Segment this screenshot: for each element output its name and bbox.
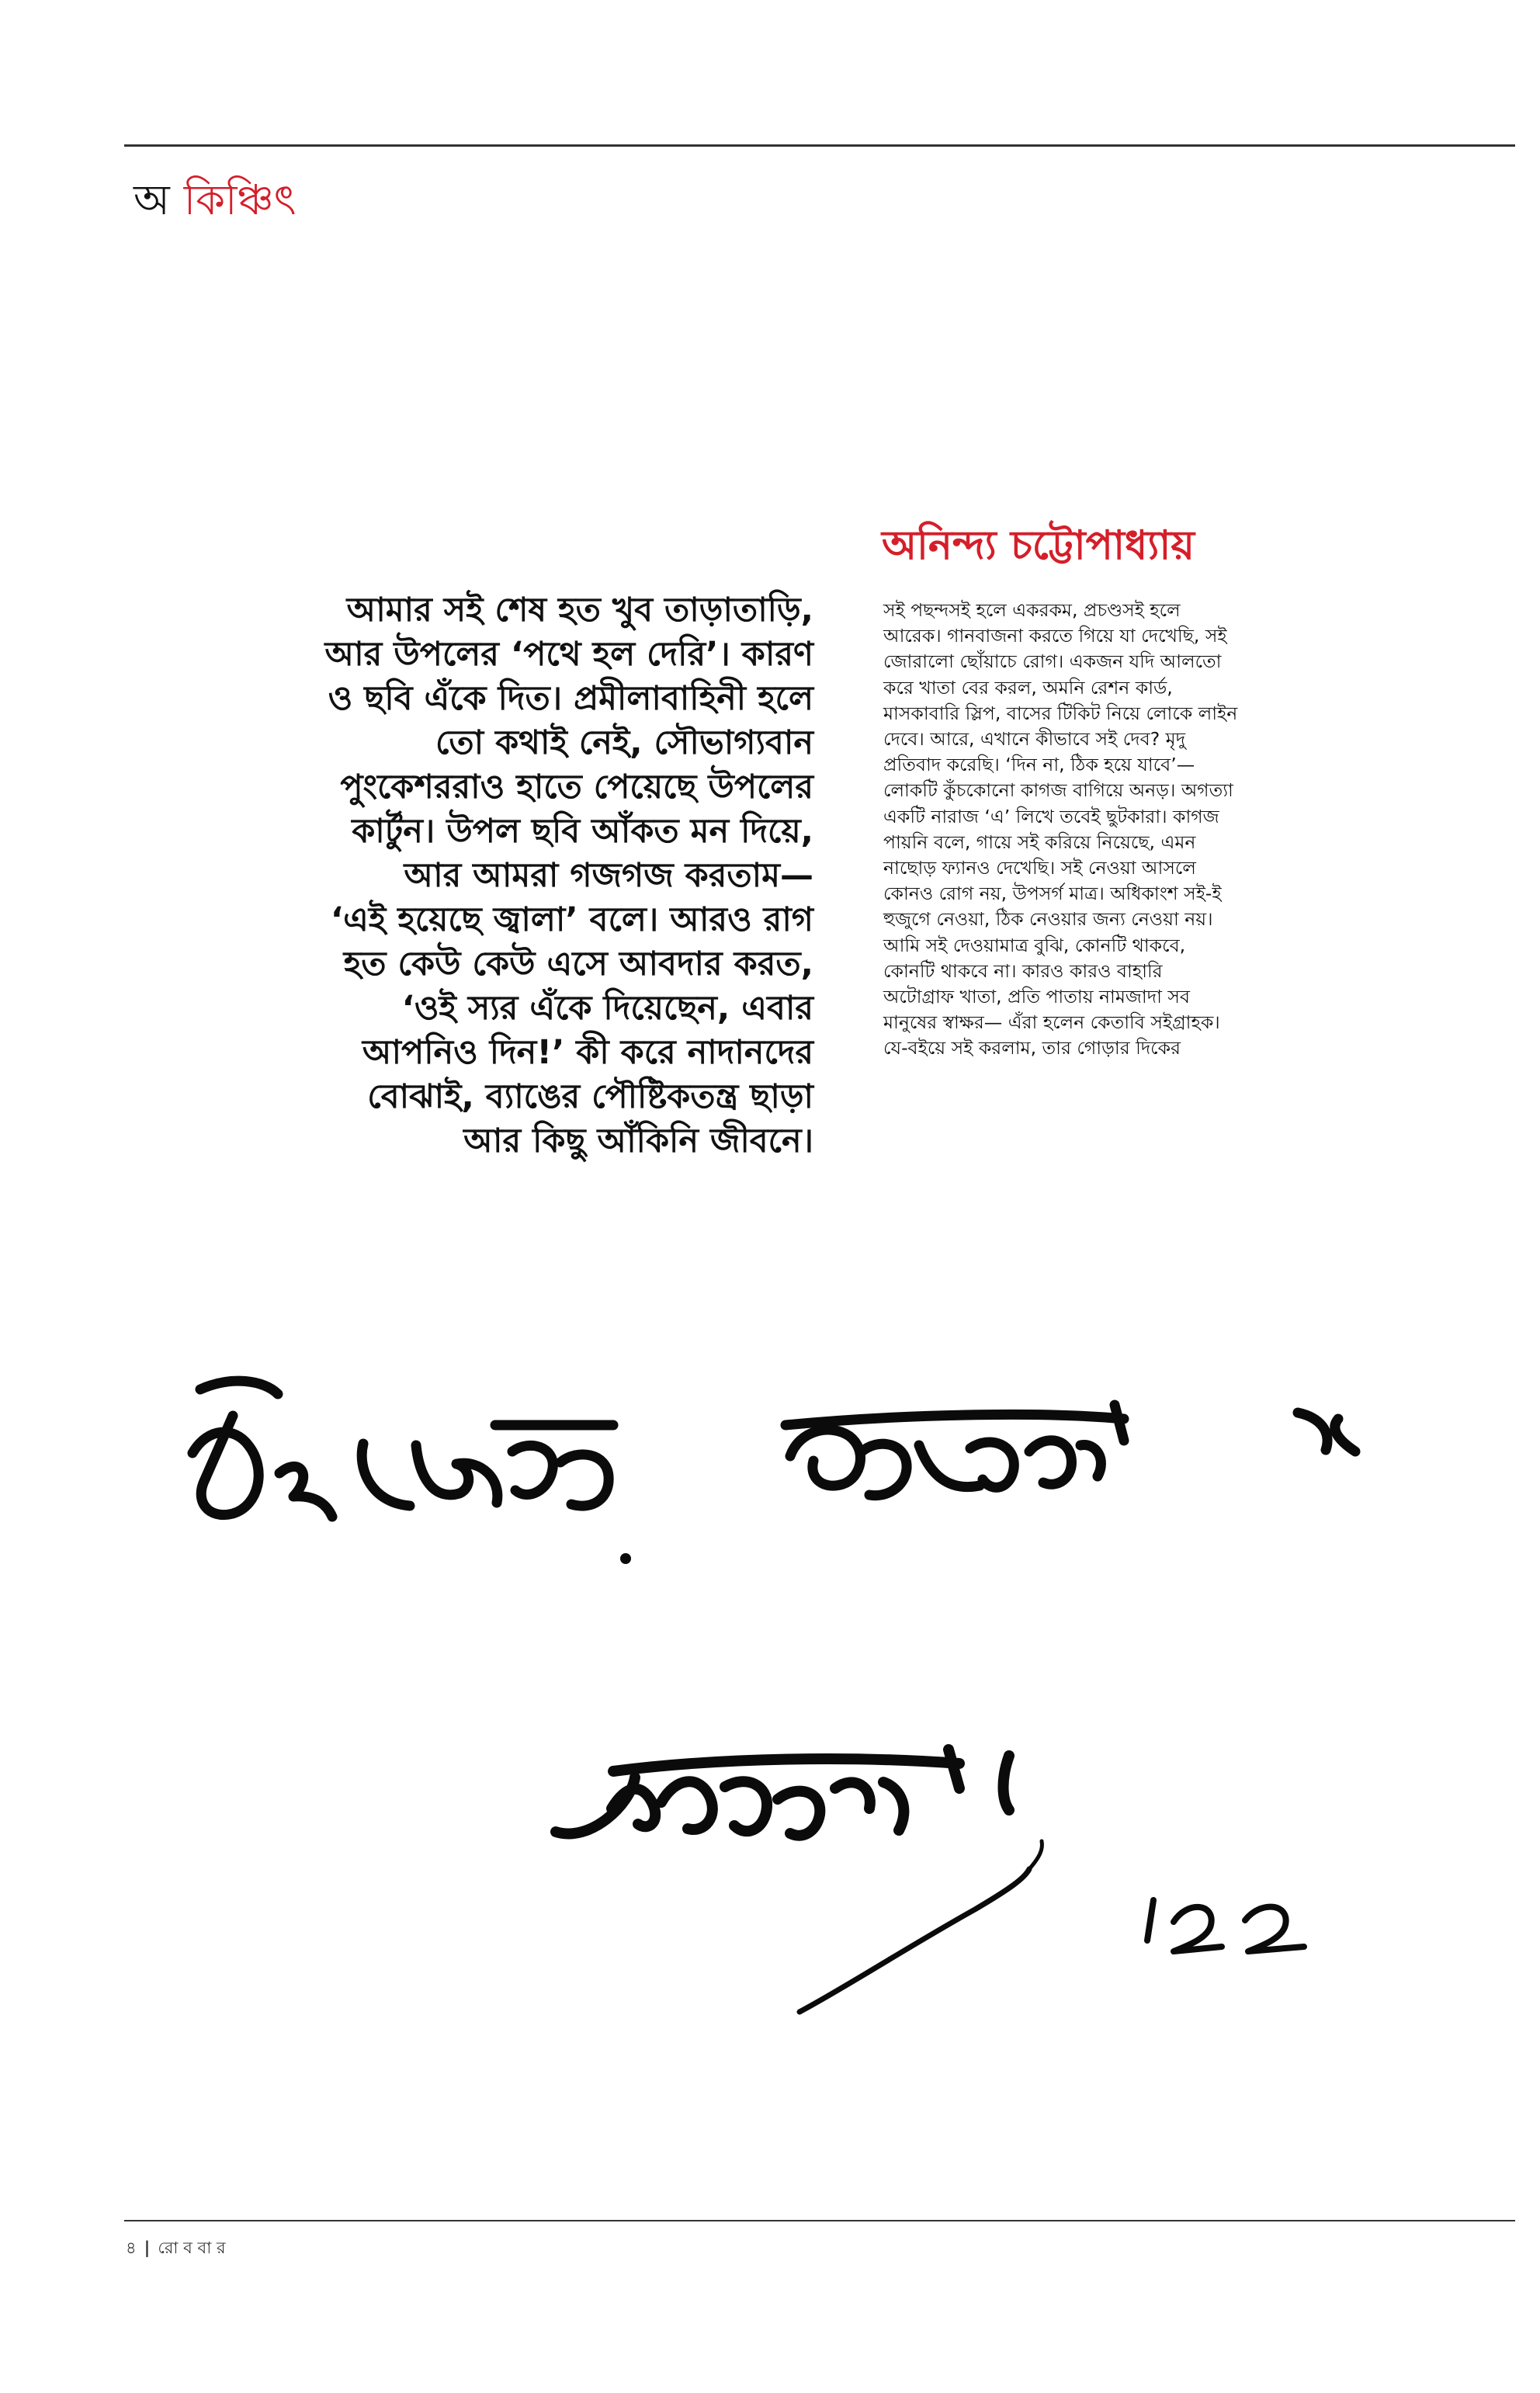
footer — [126, 2235, 226, 2263]
body-line: পায়নি বলে, গায়ে সই করিয়ে নিয়েছে, এমন — [883, 831, 1196, 853]
pull-quote-line: আমার সই শেষ হত খুব তাড়াতাড়ি, — [346, 591, 813, 629]
handwritten-signature — [0, 1335, 1540, 2111]
magazine-name: রো ব বা র — [158, 2239, 226, 2257]
pull-quote-line: তো কথাই নেই, সৌভাগ্যবান — [435, 723, 813, 762]
body-line: একটি নারাজ ‘এ’ লিখে তবেই ছুটকারা। কাগজ — [883, 805, 1219, 827]
pull-quote-line: হত কেউ কেউ এসে আবদার করত, — [343, 945, 813, 983]
section-title — [134, 169, 297, 231]
footer-rule — [124, 2220, 1515, 2221]
pull-quote-line: আপনিও দিন!’ কী করে নাদানদের — [362, 1033, 813, 1072]
body-line: সই পছন্দসই হলে একরকম, প্রচণ্ডসই হলে — [883, 599, 1181, 621]
author-name: অনিন্দ্য চট্টোপাধ্যায় — [882, 522, 1195, 569]
body-line: প্রতিবাদ করেছি। ‘দিন না, ঠিক হয়ে যাবে’— — [883, 754, 1195, 776]
pull-quote-line: ‘ওই স্যর এঁকে দিয়েছেন, এবার — [401, 989, 813, 1028]
body-line: মাসকাবারি স্লিপ, বাসের টিকিট নিয়ে লোকে লাইন — [883, 702, 1238, 724]
pull-quote-line: ও ছবি এঁকে দিত। প্রমীলাবাহিনী হলে — [328, 679, 813, 718]
pull-quote-line: আর কিছু আঁকিনি জীবনে। — [463, 1122, 813, 1160]
body-line: অটোগ্রাফ খাতা, প্রতি পাতায় নামজাদা সব — [883, 986, 1190, 1008]
footer-separator: | — [144, 2239, 151, 2257]
body-line: কোনটি থাকবে না। কারও কারও বাহারি — [883, 959, 1163, 982]
body-line: মানুষের স্বাক্ষর— এঁরা হলেন কেতাবি সইগ্রাহক। — [883, 1011, 1220, 1034]
pull-quote-line: ‘এই হয়েছে জ্বালা’ বলে। আরও রাগ — [330, 900, 813, 939]
pull-quote-line: বোঝাই, ব্যাঙের পৌষ্টিকতন্ত্র ছাড়া — [367, 1077, 813, 1116]
body-line: হুজুগে নেওয়া, ঠিক নেওয়ার জন্য নেওয়া নয়। — [883, 908, 1213, 931]
article-body — [883, 598, 1419, 1062]
page-number: ৪ — [126, 2239, 137, 2257]
pull-quote-line: আর আমরা গজগজ করতাম— — [404, 856, 813, 895]
pull-quote — [233, 588, 813, 1164]
body-line: আরেক। গানবাজনা করতে গিয়ে যা দেখেছি, সই — [883, 625, 1227, 647]
body-line: কোনও রোগ নয়, উপসর্গ মাত্র। অধিকাংশ সই-ই — [883, 883, 1222, 905]
body-line: যে-বইয়ে সই করলাম, তার গোড়ার দিকের — [883, 1037, 1181, 1060]
header-rule — [124, 144, 1515, 147]
pull-quote-line: আর উপলের ‘পথে হল দেরি’। কারণ — [324, 635, 813, 674]
section-prefix: অ — [134, 175, 170, 224]
section-name: কিঞ্চিৎ — [183, 175, 297, 224]
body-line: লোকটি কুঁচকোনো কাগজ বাগিয়ে অনড়। অগত্যা — [883, 779, 1233, 802]
body-line: দেবে। আরে, এখানে কীভাবে সই দেব? মৃদু — [883, 728, 1186, 751]
pull-quote-line: পুংকেশররাও হাতে পেয়েছে উপলের — [340, 768, 813, 806]
pull-quote-line: কার্টুন। উপল ছবি আঁকত মন দিয়ে, — [352, 812, 813, 851]
body-line: জোরালো ছোঁয়াচে রোগ। একজন যদি আলতো — [883, 650, 1222, 673]
body-line: আমি সই দেওয়ামাত্র বুঝি, কোনটি থাকবে, — [883, 934, 1186, 956]
body-line: করে খাতা বের করল, অমনি রেশন কার্ড, — [883, 676, 1173, 699]
body-line: নাছোড় ফ্যানও দেখেছি। সই নেওয়া আসলে — [883, 857, 1196, 879]
